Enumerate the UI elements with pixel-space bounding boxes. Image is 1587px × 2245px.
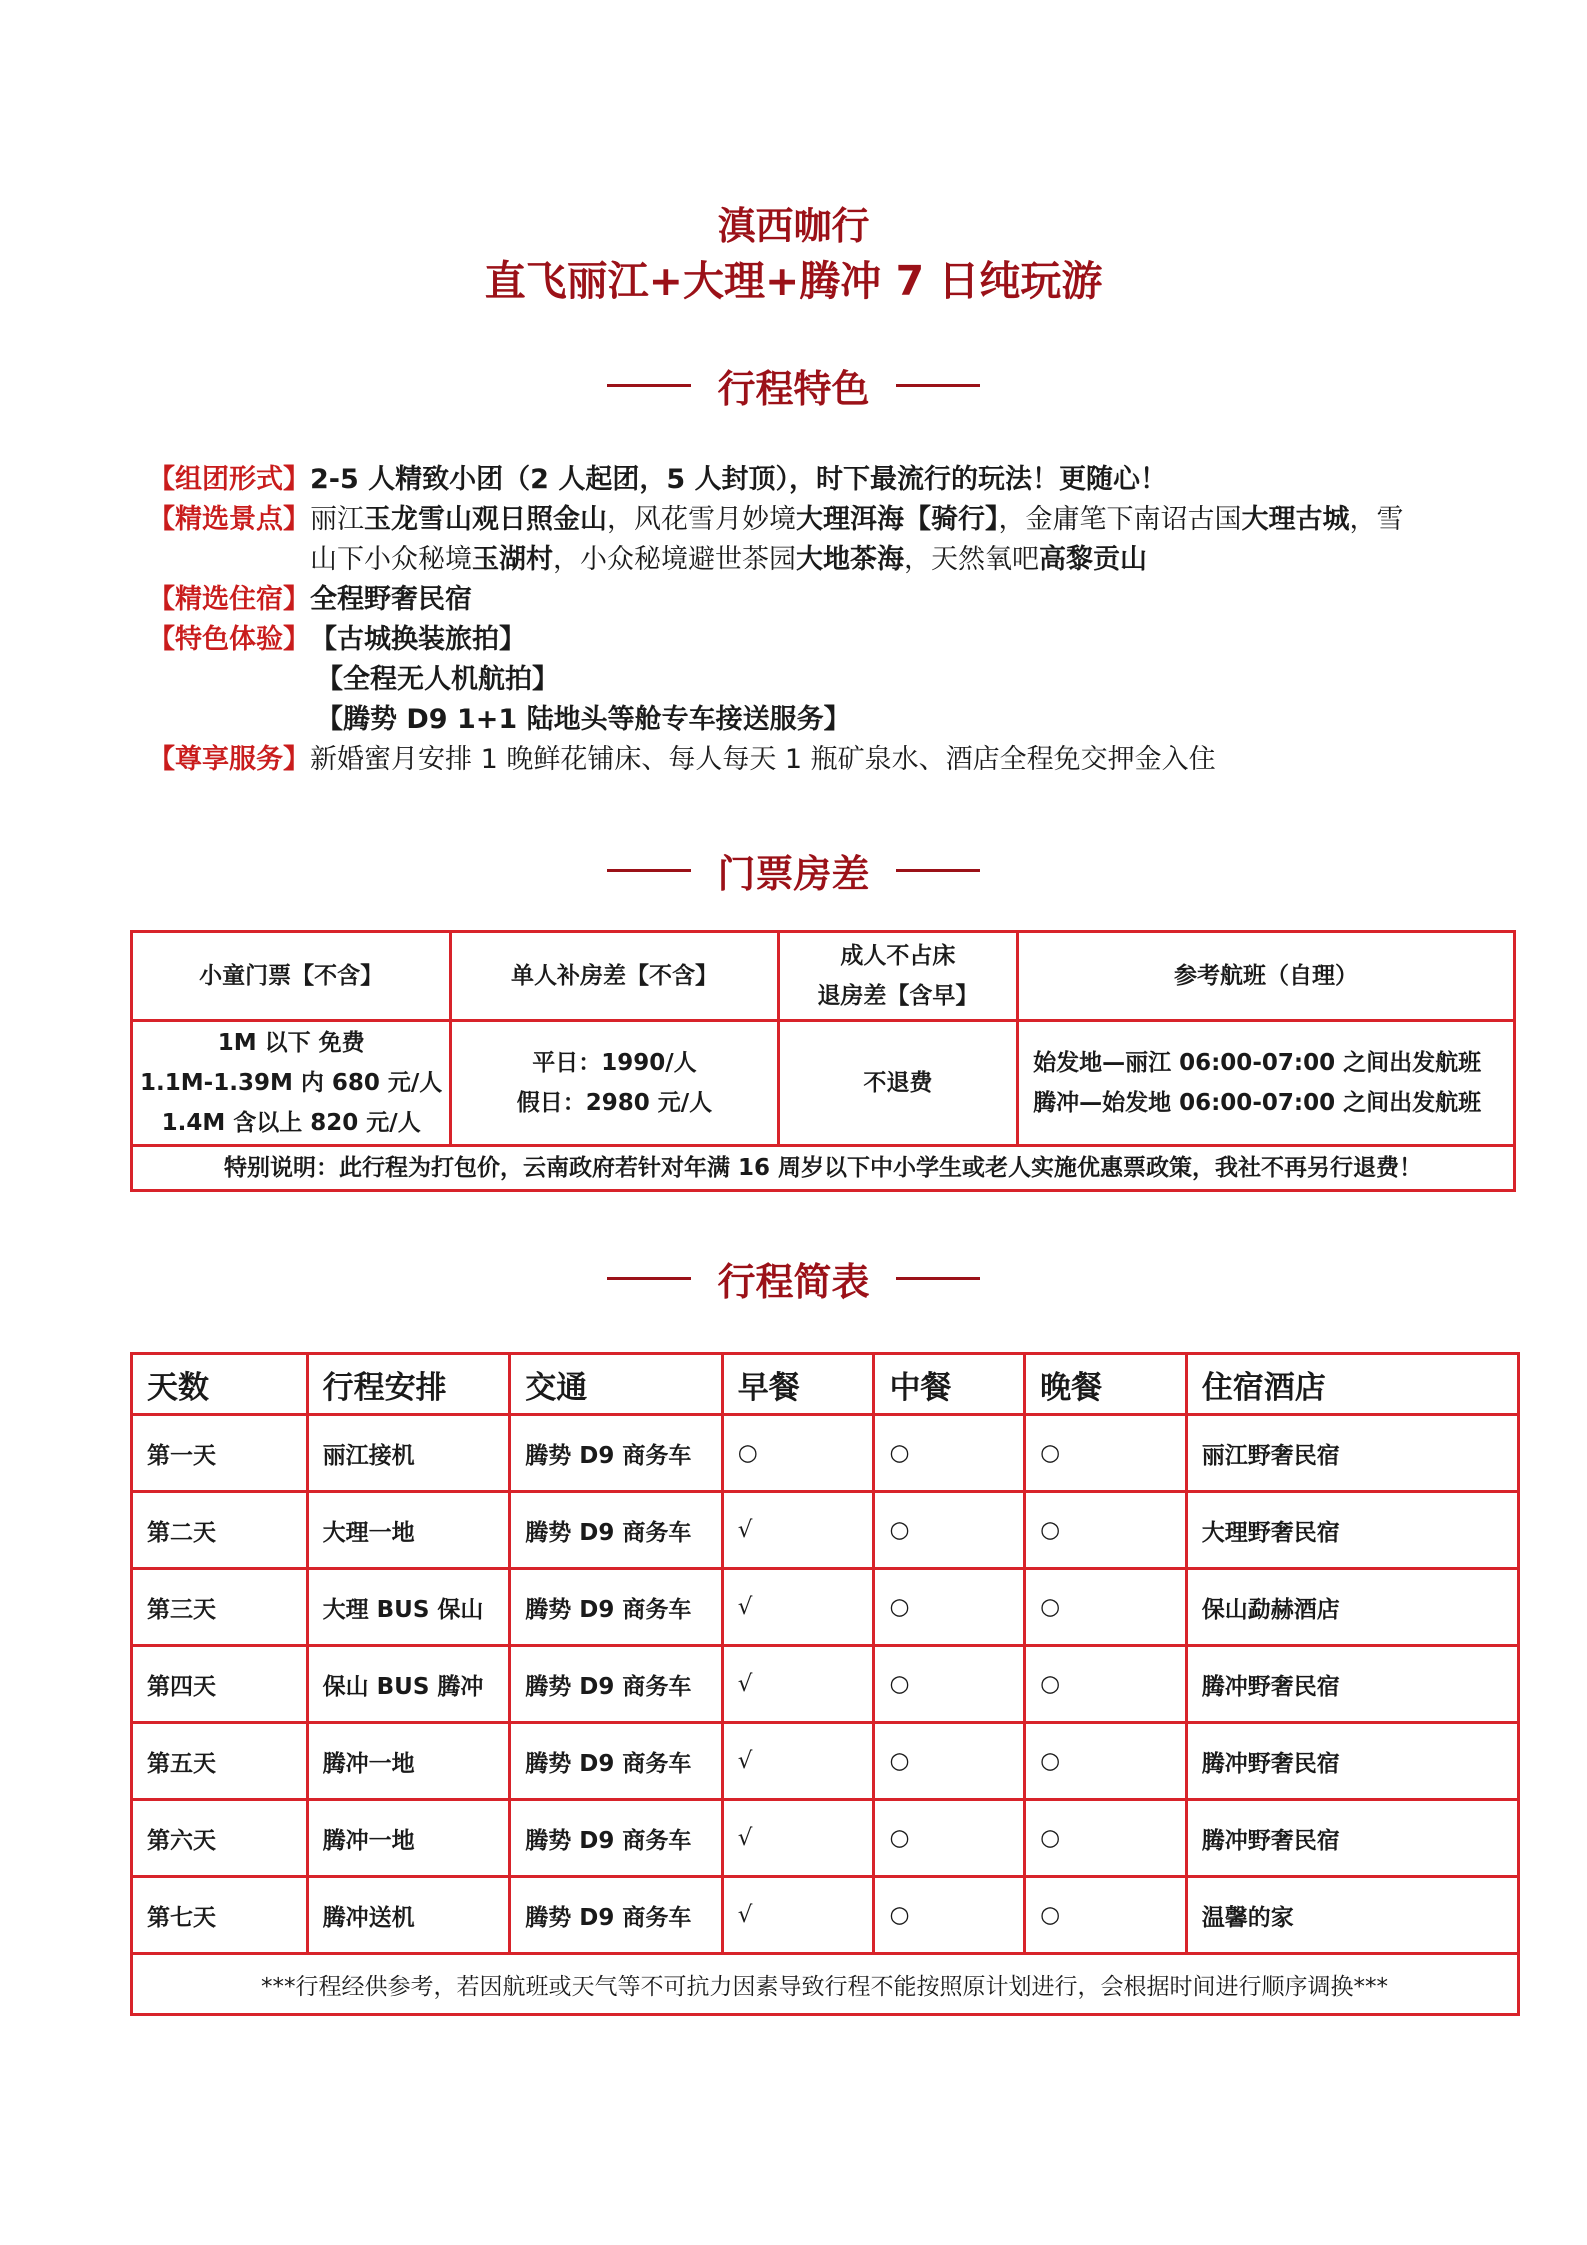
table-cell: 第七天 xyxy=(132,1877,308,1954)
table-header-cell: 小童门票【不含】 xyxy=(132,932,451,1021)
table-cell: ○ xyxy=(874,1800,1025,1877)
section-header-tickets xyxy=(0,840,1587,900)
table-cell: ○ xyxy=(1025,1877,1187,1954)
table-cell: √ xyxy=(722,1569,874,1646)
spot-text: ，小众秘境避世茶园 xyxy=(553,544,796,575)
spot-text: ，天然氧吧 xyxy=(904,544,1039,575)
page-subtitle: 直飞丽江+大理+腾冲 7 日纯玩游 xyxy=(484,257,1103,305)
divider xyxy=(896,1277,980,1280)
table-cell: √ xyxy=(722,1492,874,1569)
feature-tag: 【尊享服务】 xyxy=(148,744,310,775)
child-ticket-cell xyxy=(132,1021,451,1146)
table-cell: 腾冲野奢民宿 xyxy=(1186,1646,1518,1723)
schedule-footnote: ***行程经供参考，若因航班或天气等不可抗力因素导致行程不能按照原计划进行，会根据时间进行顺序调换*** xyxy=(132,1954,1519,2015)
refund-cell: 不退费 xyxy=(778,1021,1017,1146)
feature-stay xyxy=(148,580,1468,620)
table-header-cell: 参考航班（自理） xyxy=(1018,932,1515,1021)
table-cell: ○ xyxy=(1025,1800,1187,1877)
table-header-cell: 中餐 xyxy=(874,1354,1025,1415)
divider xyxy=(896,869,980,872)
table-cell: ○ xyxy=(874,1492,1025,1569)
table-cell: 大理 BUS 保山 xyxy=(307,1569,510,1646)
table-header-row xyxy=(132,1354,1519,1415)
feature-tag: 【精选景点】 xyxy=(148,504,310,535)
divider xyxy=(607,384,691,387)
table-cell: 保山勐赫酒店 xyxy=(1186,1569,1518,1646)
table-cell: ○ xyxy=(874,1569,1025,1646)
table-cell: √ xyxy=(722,1723,874,1800)
table-cell: √ xyxy=(722,1877,874,1954)
table-cell: √ xyxy=(722,1800,874,1877)
spot-text: ，雪 xyxy=(1349,504,1404,535)
table-cell: 丽江接机 xyxy=(307,1415,510,1492)
table-cell: 腾冲一地 xyxy=(307,1800,510,1877)
table-cell: 保山 BUS 腾冲 xyxy=(307,1646,510,1723)
table-cell: 第五天 xyxy=(132,1723,308,1800)
cell-line: 1.4M 含以上 820 元/人 xyxy=(161,1110,421,1136)
feature-text xyxy=(310,500,1468,580)
feature-tag: 【特色体验】 xyxy=(148,624,310,655)
table-row xyxy=(132,1492,1519,1569)
cell-line: 假日：2980 元/人 xyxy=(516,1090,713,1116)
table-row xyxy=(132,1800,1519,1877)
spot-highlight: 玉龙雪山观日照金山 xyxy=(364,504,607,535)
table-cell: ○ xyxy=(1025,1646,1187,1723)
table-cell: 第六天 xyxy=(132,1800,308,1877)
table-cell: 丽江野奢民宿 xyxy=(1186,1415,1518,1492)
section-header-schedule xyxy=(0,1248,1587,1308)
table-note-row xyxy=(132,1146,1515,1191)
table-cell: ○ xyxy=(1025,1569,1187,1646)
table-cell: 大理野奢民宿 xyxy=(1186,1492,1518,1569)
spot-highlight: 大理洱海【骑行】 xyxy=(796,504,999,535)
table-cell: 腾势 D9 商务车 xyxy=(510,1569,723,1646)
feature-tag: 【组团形式】 xyxy=(148,464,310,495)
spot-text: ，风花雪月妙境 xyxy=(607,504,796,535)
schedule-table xyxy=(130,1352,1520,2016)
table-header-row xyxy=(132,932,1515,1021)
special-note: 特别说明：此行程为打包价，云南政府若针对年满 16 周岁以下中小学生或老人实施优惠票政策，我社不再另行退费！ xyxy=(132,1146,1515,1191)
table-cell: ○ xyxy=(1025,1492,1187,1569)
section-title: 行程简表 xyxy=(717,1259,870,1304)
table-header-cell: 天数 xyxy=(132,1354,308,1415)
feature-text: 新婚蜜月安排 1 晚鲜花铺床、每人每天 1 瓶矿泉水、酒店全程免交押金入住 xyxy=(310,744,1216,775)
table-cell: 腾势 D9 商务车 xyxy=(510,1415,723,1492)
feature-experience-item: 【全程无人机航拍】 xyxy=(316,664,559,695)
section-header-features xyxy=(0,355,1587,415)
table-cell: ○ xyxy=(1025,1723,1187,1800)
section-title: 行程特色 xyxy=(717,366,870,411)
feature-tag: 【精选住宿】 xyxy=(148,584,310,615)
table-cell: ○ xyxy=(1025,1415,1187,1492)
table-cell: 第三天 xyxy=(132,1569,308,1646)
flight-cell xyxy=(1018,1021,1515,1146)
table-cell: ○ xyxy=(874,1723,1025,1800)
spot-text: 山下小众秘境 xyxy=(310,544,472,575)
table-cell: 腾冲送机 xyxy=(307,1877,510,1954)
cell-line: 平日：1990/人 xyxy=(532,1050,697,1076)
table-header-cell: 晚餐 xyxy=(1025,1354,1187,1415)
feature-experience xyxy=(148,620,1468,660)
header-line: 成人不占床 xyxy=(840,943,956,969)
table-cell: 第一天 xyxy=(132,1415,308,1492)
page-title: 滇西咖行 xyxy=(717,204,870,248)
table-cell: √ xyxy=(722,1646,874,1723)
table-header-cell: 单人补房差【不含】 xyxy=(451,932,778,1021)
header-line: 退房差【含早】 xyxy=(817,983,979,1009)
table-cell: 腾势 D9 商务车 xyxy=(510,1646,723,1723)
cell-line: 始发地—丽江 06:00-07:00 之间出发航班 xyxy=(1033,1050,1482,1076)
table-cell: ○ xyxy=(874,1646,1025,1723)
table-cell: 腾势 D9 商务车 xyxy=(510,1800,723,1877)
feature-text: 【古城换装旅拍】 xyxy=(310,624,526,655)
section-title: 门票房差 xyxy=(717,851,870,896)
table-footer-row xyxy=(132,1954,1519,2015)
single-room-cell xyxy=(451,1021,778,1146)
table-cell: 腾势 D9 商务车 xyxy=(510,1492,723,1569)
table-row xyxy=(132,1723,1519,1800)
table-cell: 腾冲野奢民宿 xyxy=(1186,1723,1518,1800)
cell-line: 1.1M-1.39M 内 680 元/人 xyxy=(140,1070,443,1096)
table-header-cell: 早餐 xyxy=(722,1354,874,1415)
table-header-cell: 行程安排 xyxy=(307,1354,510,1415)
table-cell: ○ xyxy=(722,1415,874,1492)
features-list xyxy=(148,460,1468,780)
spot-text: 丽江 xyxy=(310,504,364,535)
table-cell: 大理一地 xyxy=(307,1492,510,1569)
divider xyxy=(607,869,691,872)
table-cell: 腾冲一地 xyxy=(307,1723,510,1800)
table-cell: ○ xyxy=(874,1415,1025,1492)
feature-text: 2-5 人精致小团（2 人起团，5 人封顶），时下最流行的玩法！更随心！ xyxy=(310,464,1168,495)
feature-text: 全程野奢民宿 xyxy=(310,584,472,615)
table-cell: 腾冲野奢民宿 xyxy=(1186,1800,1518,1877)
table-cell: 温馨的家 xyxy=(1186,1877,1518,1954)
table-row xyxy=(132,1021,1515,1146)
table-row xyxy=(132,1646,1519,1723)
table-row xyxy=(132,1877,1519,1954)
feature-service xyxy=(148,740,1468,780)
feature-spots xyxy=(148,500,1468,580)
table-cell: 腾势 D9 商务车 xyxy=(510,1877,723,1954)
table-cell: 第四天 xyxy=(132,1646,308,1723)
table-row xyxy=(132,1569,1519,1646)
ticket-table xyxy=(130,930,1516,1192)
feature-group xyxy=(148,460,1468,500)
table-cell: 腾势 D9 商务车 xyxy=(510,1723,723,1800)
cell-line: 1M 以下 免费 xyxy=(217,1030,365,1056)
spot-highlight: 大地茶海 xyxy=(796,544,904,575)
cell-line: 腾冲—始发地 06:00-07:00 之间出发航班 xyxy=(1033,1090,1482,1116)
table-cell: ○ xyxy=(874,1877,1025,1954)
spot-text: ，金庸笔下南诏古国 xyxy=(998,504,1242,535)
table-header-cell: 交通 xyxy=(510,1354,723,1415)
table-header-cell xyxy=(778,932,1017,1021)
spot-highlight: 玉湖村 xyxy=(472,544,553,575)
table-header-cell: 住宿酒店 xyxy=(1186,1354,1518,1415)
table-cell: 第二天 xyxy=(132,1492,308,1569)
feature-experience-item: 【腾势 D9 1+1 陆地头等舱专车接送服务】 xyxy=(316,704,851,735)
spot-highlight: 大理古城 xyxy=(1241,504,1350,535)
divider xyxy=(607,1277,691,1280)
spot-highlight: 高黎贡山 xyxy=(1039,544,1147,575)
table-row xyxy=(132,1415,1519,1492)
divider xyxy=(896,384,980,387)
